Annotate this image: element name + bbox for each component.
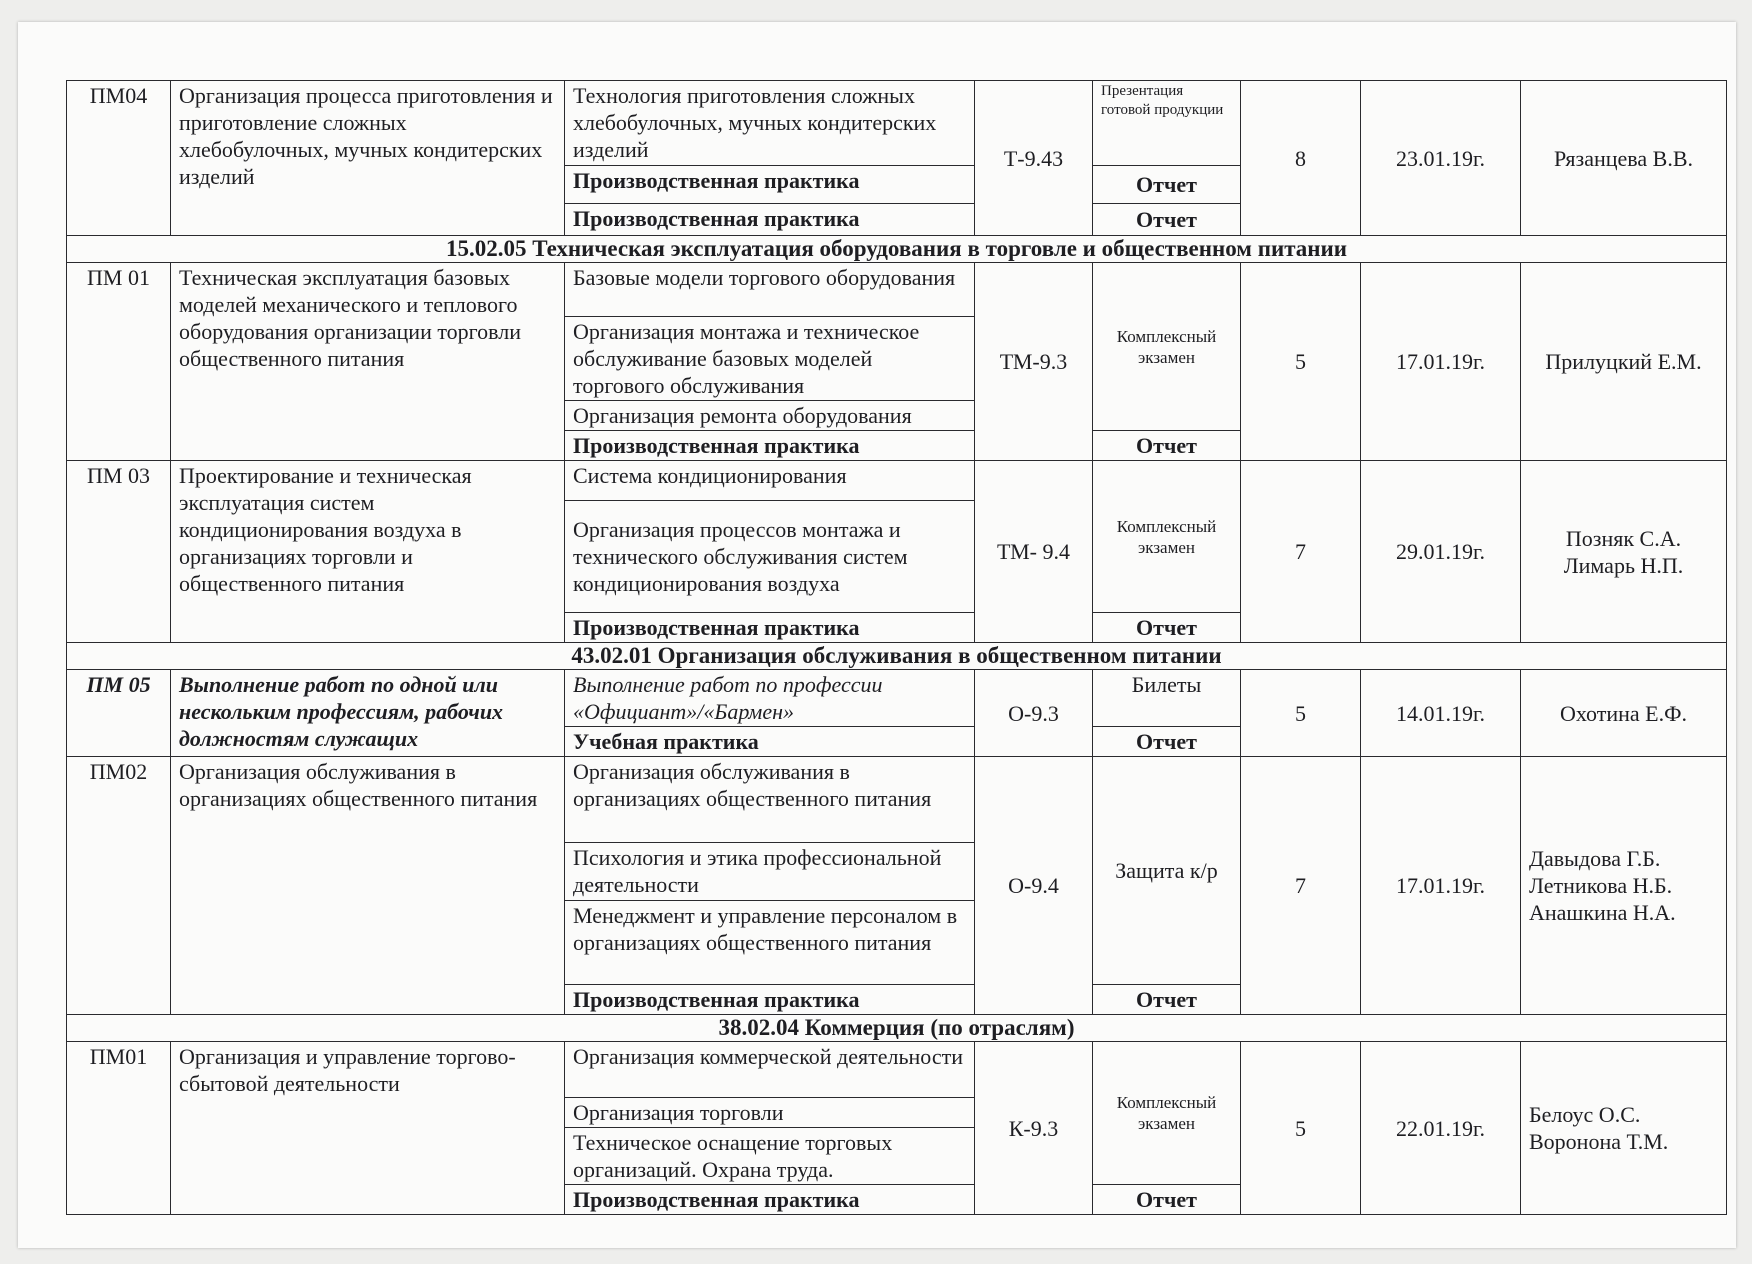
assessment-form: Отчет: [1093, 727, 1241, 757]
hours: 5: [1241, 670, 1361, 757]
module-code: ПМ02: [67, 757, 171, 1015]
discipline: Организация обслуживания в организациях общественного питания: [565, 757, 975, 843]
teacher-name: Охотина Е.Ф.: [1559, 700, 1687, 726]
module-code: ПМ04: [67, 81, 171, 236]
teachers: [1521, 81, 1727, 236]
teachers: [1521, 670, 1727, 757]
section-header-row: [67, 236, 1727, 263]
module-name: Организация обслуживания в организациях общественного питания: [171, 757, 565, 1015]
module-code: ПМ 05: [67, 670, 171, 757]
assessment-form: Отчет: [1093, 1185, 1241, 1215]
discipline: Организация ремонта оборудования: [565, 401, 975, 431]
group-code: О-9.3: [975, 670, 1093, 757]
discipline: Производственная практика: [565, 613, 975, 643]
discipline: Организация торговли: [565, 1098, 975, 1128]
assessment-form: Отчет: [1093, 613, 1241, 643]
teacher-name: Воронона Т.М.: [1529, 1129, 1669, 1154]
discipline: Система кондиционирования: [565, 461, 975, 501]
section-title: 38.02.04 Коммерция (по отраслям): [67, 1015, 1727, 1042]
module-code: ПМ01: [67, 1042, 171, 1215]
teacher-name: Анашкина Н.А.: [1529, 900, 1676, 925]
discipline: Психология и этика профессиональной деятельности: [565, 843, 975, 901]
exam-date: 14.01.19г.: [1361, 670, 1521, 757]
discipline: Технология приготовления сложных хлебобулочных, мучных кондитерских изделий: [565, 81, 975, 166]
assessment-form: Комплексный экзамен: [1093, 461, 1241, 613]
discipline: Учебная практика: [565, 727, 975, 757]
hours: 8: [1241, 81, 1361, 236]
teacher-name: Прилуцкий Е.М.: [1545, 349, 1702, 374]
exam-date: 29.01.19г.: [1361, 461, 1521, 643]
teachers: [1521, 1042, 1727, 1215]
exam-date: 22.01.19г.: [1361, 1042, 1521, 1215]
assessment-form: Отчет: [1093, 166, 1241, 204]
teacher-name: Рязанцева В.В.: [1554, 145, 1693, 171]
assessment-form: Презентация готовой продукции: [1093, 81, 1241, 166]
hours: 7: [1241, 461, 1361, 643]
discipline: Менеджмент и управление персоналом в организациях общественного питания: [565, 901, 975, 985]
teacher-name: Давыдова Г.Б.: [1529, 846, 1661, 871]
section-header-row: [67, 643, 1727, 670]
table-row: [67, 81, 1727, 166]
exam-date: 23.01.19г.: [1361, 81, 1521, 236]
discipline: Производственная практика: [565, 431, 975, 461]
section-header-row: [67, 1015, 1727, 1042]
hours: 5: [1241, 1042, 1361, 1215]
section-title: 15.02.05 Техническая эксплуатация оборудования в торговле и общественном питании: [67, 236, 1727, 263]
table-row: [67, 1042, 1727, 1098]
section-title: 43.02.01 Организация обслуживания в общественном питании: [67, 643, 1727, 670]
assessment-form: Отчет: [1093, 204, 1241, 236]
discipline: Организация монтажа и техническое обслуживание базовых моделей торгового обслуживания: [565, 317, 975, 401]
assessment-form: Отчет: [1093, 985, 1241, 1015]
group-code: О-9.4: [975, 757, 1093, 1015]
exam-schedule-table: [66, 80, 1727, 1215]
assessment-form: Билеты: [1093, 670, 1241, 727]
assessment-form: Отчет: [1093, 431, 1241, 461]
teacher-name: Позняк С.А.: [1565, 525, 1682, 551]
discipline: Выполнение работ по профессии «Официант»/«Бармен»: [565, 670, 975, 727]
group-code: ТМ-9.3: [975, 263, 1093, 461]
teachers: [1521, 263, 1727, 461]
table-row: [67, 461, 1727, 501]
assessment-form: Комплексный экзамен: [1093, 263, 1241, 431]
teachers: [1521, 461, 1727, 643]
table-row: [67, 670, 1727, 727]
table-row: [67, 757, 1727, 843]
discipline: Организация процессов монтажа и технического обслуживания систем кондиционирования воздуха: [565, 501, 975, 613]
group-code: ТМ- 9.4: [975, 461, 1093, 643]
module-code: ПМ 03: [67, 461, 171, 643]
document-sheet: [18, 22, 1736, 1248]
teacher-name: Летникова Н.Б.: [1529, 873, 1673, 898]
module-name: Организация и управление торгово-сбытовой деятельности: [171, 1042, 565, 1215]
module-name: Организация процесса приготовления и приготовление сложных хлебобулочных, мучных кондитерских изделий: [171, 81, 565, 236]
module-name: Техническая эксплуатация базовых моделей механического и теплового оборудования организации торговли общественного питания: [171, 263, 565, 461]
group-code: К-9.3: [975, 1042, 1093, 1215]
discipline: Организация коммерческой деятельности: [565, 1042, 975, 1098]
discipline: Производственная практика: [565, 985, 975, 1015]
exam-date: 17.01.19г.: [1361, 757, 1521, 1015]
discipline: Базовые модели торгового оборудования: [565, 263, 975, 317]
discipline: Производственная практика: [565, 166, 975, 204]
teacher-name: Лимарь Н.П.: [1563, 552, 1684, 578]
discipline: Производственная практика: [565, 204, 975, 236]
module-name: Проектирование и техническая эксплуатация систем кондиционирования воздуха в организациях торговли и общественного питания: [171, 461, 565, 643]
hours: 5: [1241, 263, 1361, 461]
teachers: [1521, 757, 1727, 1015]
assessment-form: Защита к/р: [1093, 757, 1241, 985]
module-name: Выполнение работ по одной или нескольким профессиям, рабочих должностям служащих: [171, 670, 565, 757]
exam-date: 17.01.19г.: [1361, 263, 1521, 461]
teacher-name: Белоус О.С.: [1529, 1102, 1641, 1127]
assessment-form: Комплексный экзамен: [1093, 1042, 1241, 1185]
discipline: Техническое оснащение торговых организаций. Охрана труда.: [565, 1128, 975, 1185]
discipline: Производственная практика: [565, 1185, 975, 1215]
module-code: ПМ 01: [67, 263, 171, 461]
group-code: Т-9.43: [975, 81, 1093, 236]
hours: 7: [1241, 757, 1361, 1015]
table-row: [67, 263, 1727, 317]
